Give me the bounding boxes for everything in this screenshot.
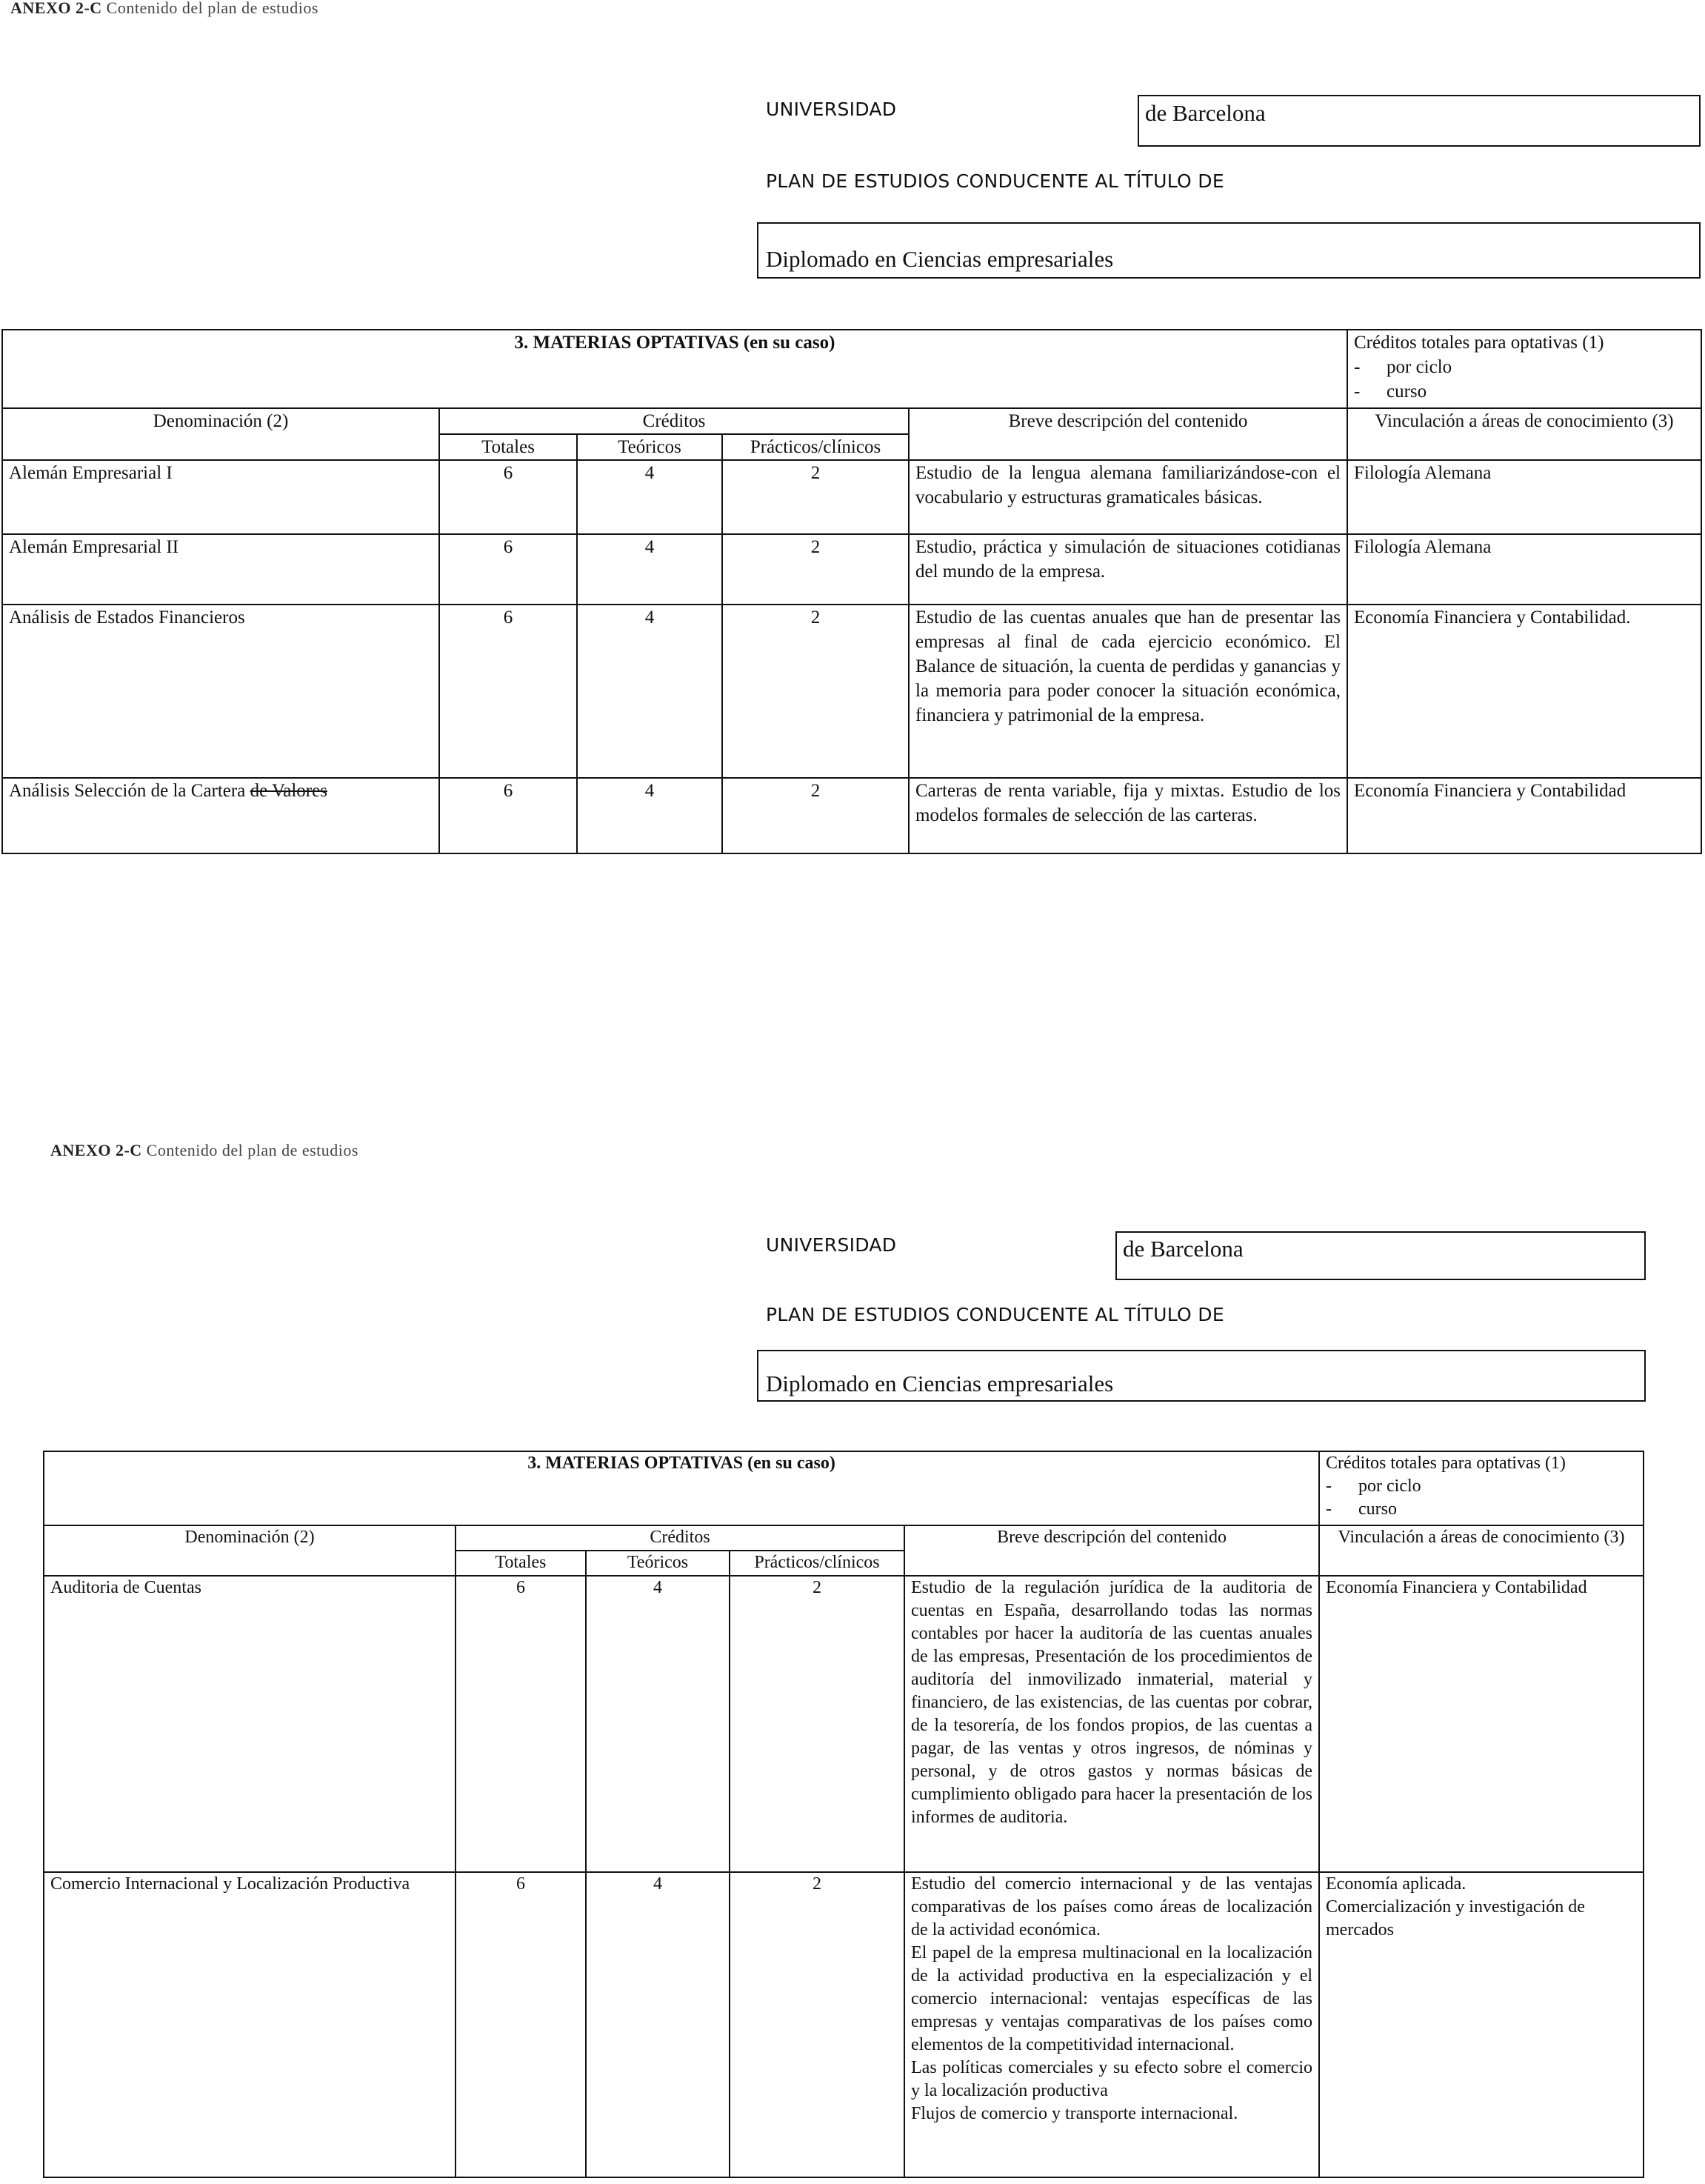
col-header-practicos: Prácticos/clínicos bbox=[722, 434, 909, 460]
credits-totales: 6 bbox=[456, 1872, 586, 2177]
description-paragraph: Estudio del comercio internacional y de las ventajas comparativas de los países como áreas de localización de la actividad económica. bbox=[911, 1874, 1313, 1940]
subject-description: Carteras de renta variable, fija y mixtas. Estudio de los modelos formales de selección de las carteras. bbox=[909, 778, 1347, 853]
subject-description bbox=[904, 1872, 1319, 2177]
per-course-label: curso bbox=[1358, 1499, 1397, 1519]
credits-teoricos: 4 bbox=[577, 778, 722, 853]
titulo-value: Diplomado en Ciencias empresariales bbox=[766, 1371, 1114, 1396]
col-header-desc: Breve descripción del contenido bbox=[904, 1525, 1319, 1576]
credits-totales: 6 bbox=[439, 460, 577, 534]
credits-teoricos: 4 bbox=[577, 605, 722, 778]
subject-area: Filología Alemana bbox=[1347, 460, 1701, 534]
table-row bbox=[2, 778, 1701, 853]
universidad-field bbox=[1138, 95, 1701, 147]
col-header-area: Vinculación a áreas de conocimiento (3) bbox=[1347, 408, 1701, 460]
titulo-field bbox=[757, 222, 1701, 279]
table-title: 3. MATERIAS OPTATIVAS (en su caso) bbox=[44, 1451, 1319, 1525]
per-cycle-label: por ciclo bbox=[1387, 357, 1452, 377]
optativas-table-1 bbox=[1, 329, 1702, 854]
subject-name-cell bbox=[2, 778, 439, 853]
subject-description: Estudio de la lengua alemana familiarizándose-con el vocabulario y estructuras gramaticales básicas. bbox=[909, 460, 1347, 534]
area-line: Comercialización y investigación de mercados bbox=[1326, 1897, 1585, 1940]
titulo-field bbox=[757, 1350, 1646, 1402]
subject-name: Análisis Selección de la Cartera bbox=[9, 781, 246, 801]
titulo-value: Diplomado en Ciencias empresariales bbox=[766, 246, 1114, 272]
credits-totales: 6 bbox=[439, 605, 577, 778]
subject-area: Economía Financiera y Contabilidad. bbox=[1347, 605, 1701, 778]
subject-description: Estudio de la regulación jurídica de la auditoria de cuentas en España, desarrollando todas las normas contables por hacer la auditoría de las cuentas anuales de las empresas, Presentación de los procedimientos de auditoría del inmovilizado inmaterial, material y financiero, de las existencias, de las cuentas por cobrar, de la tesorería, de los fondos propios, de las cuentas a pagar, de las ventas y otros ingresos, de nóminas y personal, y de otros gastos y normas básicas de cumplimiento obligado para hacer la presentación de los informes de auditoria. bbox=[904, 1576, 1319, 1872]
optativas-table-2 bbox=[43, 1451, 1644, 2178]
subject-area: Filología Alemana bbox=[1347, 534, 1701, 605]
subject-name: Auditoria de Cuentas bbox=[44, 1576, 456, 1872]
table-row bbox=[2, 534, 1701, 605]
col-header-name: Denominación (2) bbox=[2, 408, 439, 460]
subject-area: Economía Financiera y Contabilidad bbox=[1347, 778, 1701, 853]
universidad-value: de Barcelona bbox=[1123, 1236, 1244, 1262]
col-header-totales: Totales bbox=[456, 1551, 586, 1576]
credits-practicos: 2 bbox=[722, 460, 909, 534]
credits-teoricos: 4 bbox=[577, 534, 722, 605]
subject-area bbox=[1319, 1872, 1644, 2177]
credits-practicos: 2 bbox=[722, 605, 909, 778]
subject-description: Estudio, práctica y simulación de situaciones cotidianas del mundo de la empresa. bbox=[909, 534, 1347, 605]
subject-name: Alemán Empresarial I bbox=[2, 460, 439, 534]
credits-totales: 6 bbox=[456, 1576, 586, 1872]
col-header-teoricos: Teóricos bbox=[577, 434, 722, 460]
subject-description: Estudio de las cuentas anuales que han de presentar las empresas al final de cada ejercicio económico. El Balance de situación, la cuenta de perdidas y ganancias y la memoria para poder conocer la situación económica, financiera y patrimonial de la empresa. bbox=[909, 605, 1347, 778]
universidad-label: UNIVERSIDAD bbox=[766, 99, 897, 120]
subject-name: Alemán Empresarial II bbox=[2, 534, 439, 605]
subject-area: Economía Financiera y Contabilidad bbox=[1319, 1576, 1644, 1872]
col-header-totales: Totales bbox=[439, 434, 577, 460]
subject-name: Comercio Internacional y Localización Productiva bbox=[44, 1872, 456, 2177]
area-line: Economía aplicada. bbox=[1326, 1874, 1467, 1894]
credits-teoricos: 4 bbox=[586, 1872, 730, 2177]
col-header-area: Vinculación a áreas de conocimiento (3) bbox=[1319, 1525, 1644, 1576]
universidad-label: UNIVERSIDAD bbox=[766, 1234, 897, 1256]
credits-practicos: 2 bbox=[730, 1872, 904, 2177]
annex-subtitle: Contenido del plan de estudios bbox=[146, 1141, 358, 1159]
subject-name-struck: de Valores bbox=[250, 781, 327, 801]
credits-total-label: Créditos totales para optativas (1) bbox=[1354, 333, 1604, 353]
table-row bbox=[44, 1872, 1644, 2177]
col-header-desc: Breve descripción del contenido bbox=[909, 408, 1347, 460]
table-title: 3. MATERIAS OPTATIVAS (en su caso) bbox=[2, 330, 1347, 408]
credits-total-label: Créditos totales para optativas (1) bbox=[1326, 1454, 1566, 1473]
annex-header-1 bbox=[10, 0, 318, 18]
credits-practicos: 2 bbox=[730, 1576, 904, 1872]
credits-totales: 6 bbox=[439, 534, 577, 605]
per-cycle-label: por ciclo bbox=[1358, 1476, 1421, 1496]
plan-label: PLAN DE ESTUDIOS CONDUCENTE AL TÍTULO DE bbox=[766, 1304, 1224, 1325]
annex-code: ANEXO 2-C bbox=[50, 1141, 142, 1159]
table-row bbox=[44, 1576, 1644, 1872]
credits-total-cell: Créditos totales para optativas (1) - por ciclo - curso bbox=[1347, 330, 1701, 408]
per-course-label: curso bbox=[1387, 382, 1427, 402]
credits-teoricos: 4 bbox=[586, 1576, 730, 1872]
annex-subtitle: Contenido del plan de estudios bbox=[106, 0, 318, 17]
credits-teoricos: 4 bbox=[577, 460, 722, 534]
col-header-practicos: Prácticos/clínicos bbox=[730, 1551, 904, 1576]
col-header-credits: Créditos bbox=[456, 1525, 904, 1551]
plan-label: PLAN DE ESTUDIOS CONDUCENTE AL TÍTULO DE bbox=[766, 170, 1224, 192]
col-header-credits: Créditos bbox=[439, 408, 909, 434]
description-paragraph: Las políticas comerciales y su efecto sobre el comercio y la localización productiva bbox=[911, 2058, 1313, 2100]
credits-practicos: 2 bbox=[722, 778, 909, 853]
col-header-teoricos: Teóricos bbox=[586, 1551, 730, 1576]
col-header-name: Denominación (2) bbox=[44, 1525, 456, 1576]
table-row bbox=[2, 605, 1701, 778]
universidad-field bbox=[1115, 1231, 1646, 1280]
subject-name: Análisis de Estados Financieros bbox=[2, 605, 439, 778]
table-row bbox=[2, 460, 1701, 534]
universidad-value: de Barcelona bbox=[1145, 100, 1266, 126]
description-paragraph: Flujos de comercio y transporte internacional. bbox=[911, 2104, 1238, 2123]
annex-header-2 bbox=[50, 1141, 358, 1160]
credits-practicos: 2 bbox=[722, 534, 909, 605]
annex-code: ANEXO 2-C bbox=[10, 0, 102, 17]
description-paragraph: El papel de la empresa multinacional en la localización de la actividad productiva en la especialización y el comercio internacional: ventajas específicas de las empresas y ventajas comparativas de los países como elementos de la competitividad internacional. bbox=[911, 1943, 1313, 2054]
credits-totales: 6 bbox=[439, 778, 577, 853]
credits-total-cell: Créditos totales para optativas (1) - por ciclo - curso bbox=[1319, 1451, 1644, 1525]
